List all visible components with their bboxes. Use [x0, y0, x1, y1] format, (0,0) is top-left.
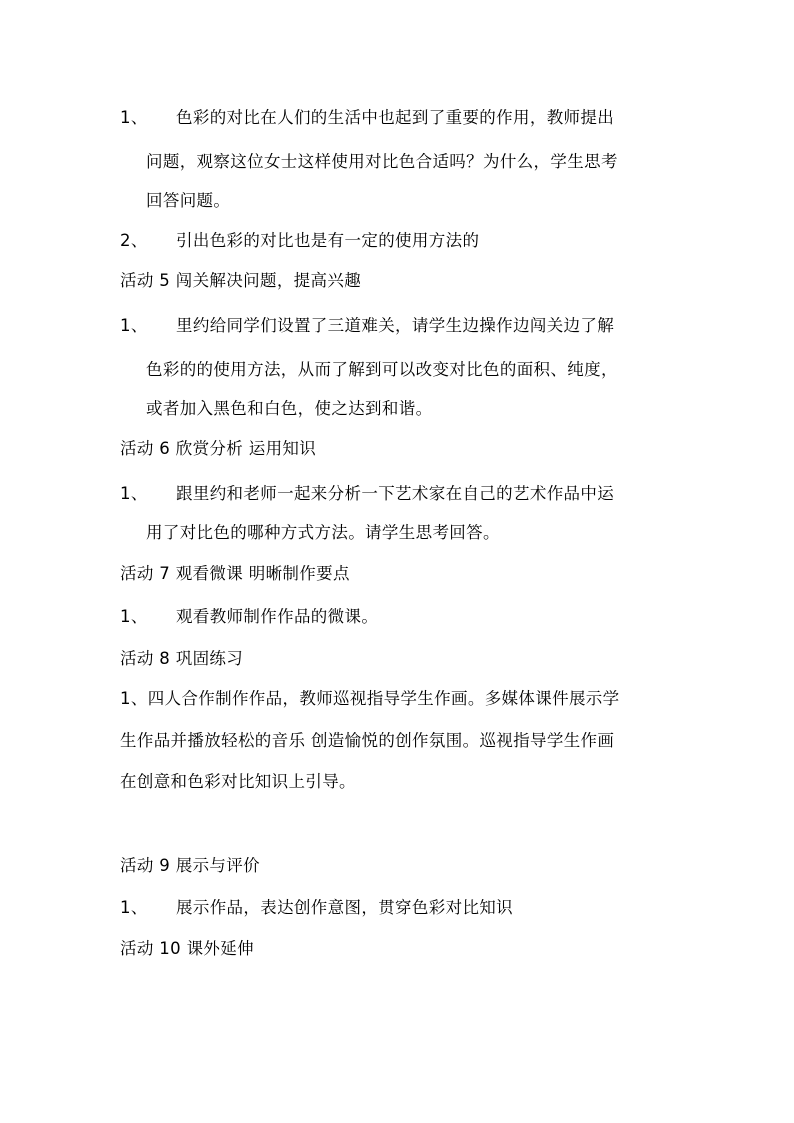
list-item: [120, 606, 378, 628]
list-number: 1、: [120, 607, 148, 626]
paragraph-line: 1、四人合作制作作品，教师巡视指导学生作画。多媒体课件展示学: [120, 689, 620, 708]
list-item-continuation: 回答问题。: [146, 191, 231, 210]
list-item: [120, 315, 614, 337]
list-item: [120, 230, 479, 252]
section-heading: 活动 5 闯关解决问题，提高兴趣: [120, 271, 362, 290]
section-heading: 活动 7 观看微课 明晰制作要点: [120, 564, 350, 583]
list-item: [120, 483, 614, 505]
list-text: 里约给同学们设置了三道难关，请学生边操作边闯关边了解: [176, 316, 615, 335]
list-item-continuation: 色彩的的使用方法，从而了解到可以改变对比色的面积、纯度，: [146, 360, 618, 379]
paragraph-line: 在创意和色彩对比知识上引导。: [120, 772, 356, 791]
list-number: 1、: [120, 898, 148, 917]
list-text: 展示作品，表达创作意图，贯穿色彩对比知识: [176, 898, 513, 917]
list-number: 1、: [120, 484, 148, 503]
section-heading: 活动 6 欣赏分析 运用知识: [120, 439, 317, 458]
list-item-continuation: 或者加入黑色和白色，使之达到和谐。: [146, 399, 433, 418]
list-number: 1、: [120, 316, 148, 335]
list-item-continuation: 用了对比色的哪种方式方法。请学生思考回答。: [146, 523, 500, 542]
paragraph-line: 生作品并播放轻松的音乐 创造愉悦的创作氛围。巡视指导学生作画: [120, 731, 615, 750]
list-text: 观看教师制作作品的微课。: [176, 607, 379, 626]
list-item: [120, 897, 513, 919]
section-heading: 活动 10 课外延伸: [120, 939, 254, 958]
list-text: 色彩的对比在人们的生活中也起到了重要的作用，教师提出: [176, 108, 615, 127]
list-text: 引出色彩的对比也是有一定的使用方法的: [176, 231, 480, 250]
section-heading: 活动 9 展示与评价: [120, 856, 260, 875]
list-number: 2、: [120, 231, 148, 250]
list-item-continuation: 问题，观察这位女士这样使用对比色合适吗？为什么，学生思考: [146, 152, 618, 171]
list-text: 跟里约和老师一起来分析一下艺术家在自己的艺术作品中运: [176, 484, 615, 503]
list-item: [120, 107, 614, 129]
section-heading: 活动 8 巩固练习: [120, 649, 244, 668]
list-number: 1、: [120, 108, 148, 127]
